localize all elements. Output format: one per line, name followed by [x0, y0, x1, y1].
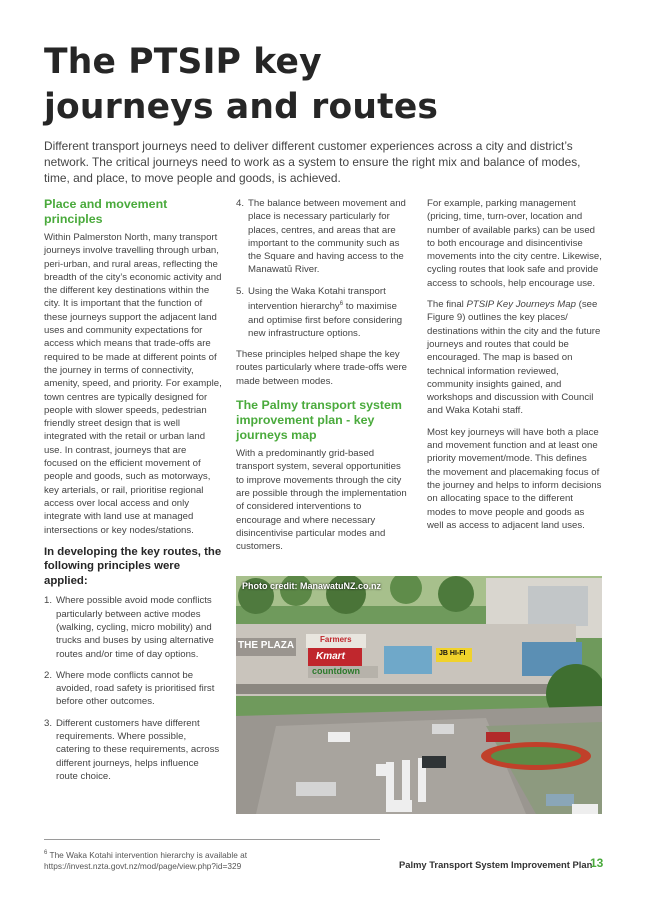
final-map-paragraph: The final PTSIP Key Journeys Map (see Figure 9) outlines the key places/ destinations within the city and the future journeys and routes that could be encouraged. The map is based on technical information reviewed, community insights gained, and workshops and discussion with Council and Waka Kotahi staff. — [427, 299, 601, 417]
footnote-ref: 6 — [339, 301, 344, 308]
principles-subheading: In developing the key routes, the following principles were applied: — [44, 545, 222, 587]
city-square-photo — [236, 576, 602, 814]
list-item: 2. Where mode conflicts cannot be avoided, road safety is prioritised first before other outcomes. — [44, 669, 215, 708]
sign-countdown: countdown — [312, 666, 360, 676]
list-item: 4. The balance between movement and place is necessary particularly for places, centres, and areas that are important to the community such as the Square and having access to the Manawatū River. — [236, 198, 406, 276]
title-line-2: journeys and routes — [44, 87, 439, 127]
list-item: 5. Using the Waka Kotahi transport intervention hierarchy$^6$ to maximise and optimise first before considering new infrastructure options. — [236, 285, 403, 339]
footnote: $^6$ The Waka Kotahi intervention hierarchy is available at https://invest.nzta.govt.nz/mod/page/view.php?id=329 — [44, 849, 248, 871]
parking-paragraph: For example, parking management (pricing, time, turn-over, location and number of available parks) can be used to both encourage and disincentivise movements into the city centre. Likewise, cycling routes that look safe and provide access to schools, help encourage use. — [427, 198, 602, 289]
footnote-divider — [44, 839, 380, 840]
place-movement-heading: Place and movement principles — [44, 197, 168, 226]
title-line-1: The PTSIP key — [44, 42, 322, 82]
key-journeys-function-paragraph: Most key journeys will have both a place and movement function and at least one priority movement/mode. This defines the movement and placemaking focus of the journey and helps to inform decisions on allocating space to the different modes to move people and goods as well as access to adjacent land uses. — [427, 426, 602, 531]
sign-farmers: Farmers — [320, 635, 352, 644]
intro-paragraph: Different transport journeys need to deliver different customer experiences across a city and district’s network. The critical journeys need to work as a system to ensure the right mix and balance of modes, time, and place, to move people and goods, is achieved. — [44, 139, 581, 185]
key-journeys-map-heading: The Palmy transport system improvement plan - key journeys map — [236, 398, 402, 443]
sign-jb-hifi: JB HI-FI — [439, 650, 466, 657]
column-1 — [44, 197, 222, 791]
principles-shaped-paragraph: These principles helped shape the key routes particularly where trade-offs were made between modes. — [236, 349, 407, 387]
place-movement-paragraph: Within Palmerston North, many transport journeys involve travelling through urban, peri-urban, and rural areas, reflecting the breadth of the city’s economic activity and the different key destinations within the city. It is important that the function of these journeys support the adjacent land uses and community expectations for access which means that trade-offs are required to be made at different points of the journey in terms of connectivity, amenity, speed, and priority. For example, town centres are typically designed for people with slower speeds, pedestrian friendly street design that is well integrated with the retail or urban land use. In contrast, journeys that are focused on the efficient movement of people and goods, such as motorways, key arterials, or rail, prioritise regional access over local access and only integrate with land use at managed intersections or key nodes/stations. — [44, 232, 222, 536]
principles-list — [44, 594, 222, 783]
footer-document-title: Palmy Transport System Improvement Plan — [399, 859, 593, 870]
principles-list-continued — [236, 197, 408, 340]
list-item: 1. Where possible avoid mode conflicts particularly between active modes (walking, cycling, micro mobility) and trucks and buses by using alternative routes and/or time of day options. — [44, 595, 214, 660]
city-photo-illustration — [236, 576, 602, 814]
page-title — [44, 40, 438, 130]
grid-system-paragraph: With a predominantly grid-based transport system, several opportunities to improve movements through the city are possible through the implementation of considered interventions to encourage and where necessary disincentivise particular modes and customers. — [236, 448, 407, 553]
column-3 — [427, 197, 602, 540]
page-number: 13 — [590, 856, 604, 870]
photo-credit: Photo credit: ManawatuNZ.co.nz — [242, 581, 382, 591]
list-item: 3. Different customers have different requirements. Where possible, catering to these requirements, across different journeys, helps influence route choice. — [44, 717, 220, 782]
sign-kmart: Kmart — [316, 651, 345, 662]
sign-the-plaza: THE PLAZA — [238, 640, 295, 651]
column-2 — [236, 197, 408, 561]
